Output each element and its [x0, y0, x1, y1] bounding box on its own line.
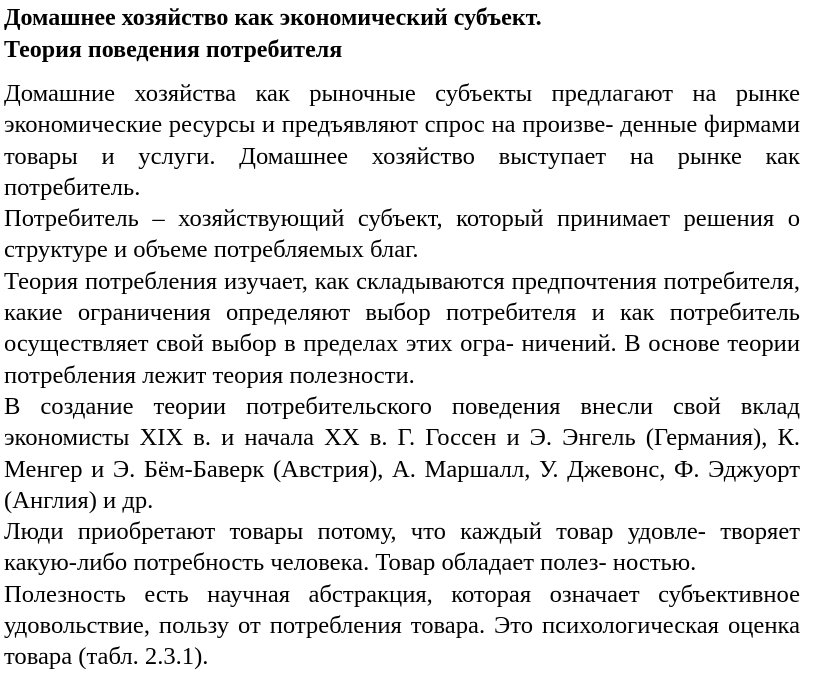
document-title — [4, 0, 800, 66]
body-text — [4, 78, 800, 673]
paragraph-consumer-definition: Потребитель – хозяйствующий субъект, который принимает решения о структуре и объеме потребляемых благ. — [4, 205, 800, 264]
paragraph-utility: Полезность есть научная абстракция, которая означает субъективное удовольствие, пользу от потребления товара. Это психологическая оценка товара (табл. 2.3.1). — [4, 580, 800, 671]
document-page — [4, 0, 800, 673]
paragraph-consumption-theory: Теория потребления изучает, как складываются предпочтения потребителя, какие ограничения определяют выбор потребителя и как потребитель осуществляет свой выбор в пределах этих огра- ничений. В основе теории потребления лежит теория полезности. — [4, 267, 800, 389]
paragraph-economists: В создание теории потребительского поведения внесли свой вклад экономисты XIX в. и начала XX в. Г. Госсен и Э. Энгель (Германия), К. Менгер и Э. Бём-Баверк (Австрия), А. Маршалл, У. Джевонс, Ф. Эджуорт (Англия) и др. — [4, 392, 800, 514]
paragraph-households: Домашние хозяйства как рыночные субъекты предлагают на рынке экономические ресурсы и предъявляют спрос на произве- денные фирмами товары и услуги. Домашнее хозяйство выступает на рынке как потребитель. — [4, 80, 800, 201]
paragraph-needs: Люди приобретают товары потому, что каждый товар удовле- творяет какую-либо потребность человека. Товар обладает полез- ностью. — [4, 518, 800, 577]
title-line-1: Домашнее хозяйство как экономический субъект. — [4, 5, 542, 31]
title-line-2: Теория поведения потребителя — [4, 37, 343, 63]
